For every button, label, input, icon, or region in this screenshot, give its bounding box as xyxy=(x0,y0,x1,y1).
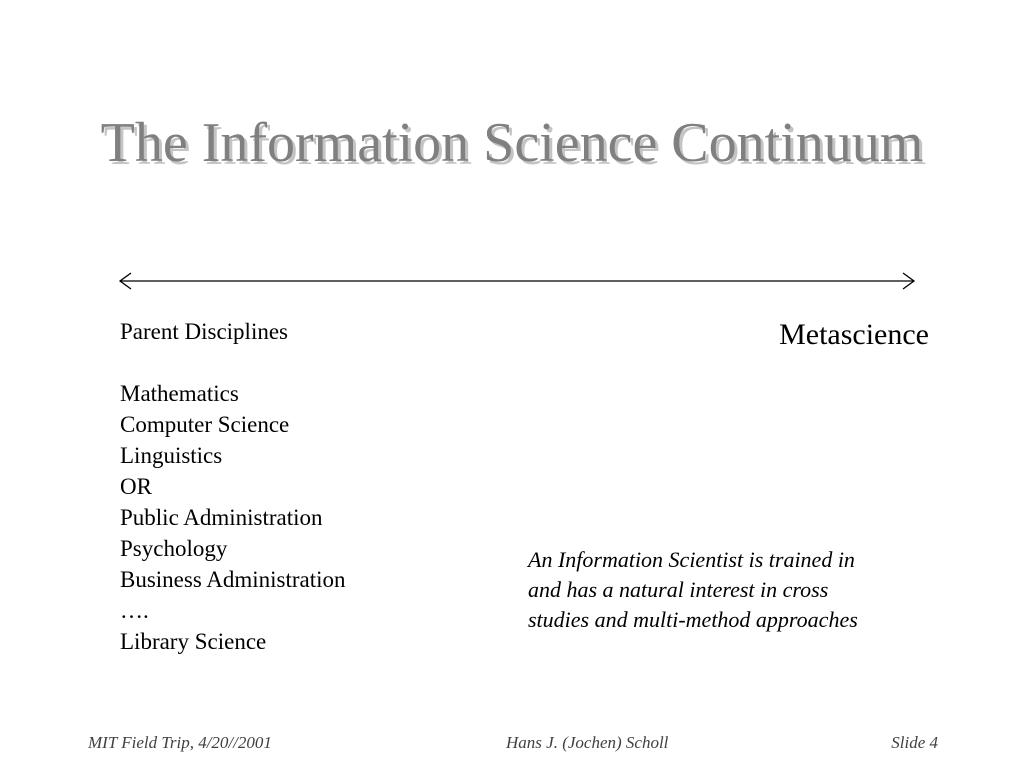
discipline-item-business-administration: Business Administration xyxy=(120,567,346,592)
slide-title: The Information Science Continuum xyxy=(100,112,924,174)
footer-slide-number: Slide 4 xyxy=(891,733,938,752)
discipline-item-linguistics: Linguistics xyxy=(120,443,223,468)
discipline-item-computer-science: Computer Science xyxy=(120,412,290,437)
discipline-item-mathematics: Mathematics xyxy=(120,381,239,406)
footer-event-date: MIT Field Trip, 4/20//2001 xyxy=(88,733,272,752)
footer-presenter: Hans J. (Jochen) Scholl xyxy=(506,733,669,752)
discipline-item-public-administration: Public Administration xyxy=(120,505,323,530)
discipline-item-ellipsis: …. xyxy=(120,598,149,623)
note-line: studies and multi-method approaches xyxy=(528,607,858,632)
discipline-item-psychology: Psychology xyxy=(120,536,228,561)
note-line: An Information Scientist is trained in xyxy=(528,547,855,572)
discipline-list xyxy=(120,378,346,657)
double-headed-arrow-icon xyxy=(117,270,917,292)
discipline-item-or: OR xyxy=(120,474,152,499)
parent-disciplines-heading: Parent Disciplines xyxy=(120,319,288,344)
information-scientist-note xyxy=(528,545,858,635)
discipline-item-library-science: Library Science xyxy=(120,629,267,654)
note-line: and has a natural interest in cross xyxy=(528,577,829,602)
metascience-heading: Metascience xyxy=(779,318,929,351)
